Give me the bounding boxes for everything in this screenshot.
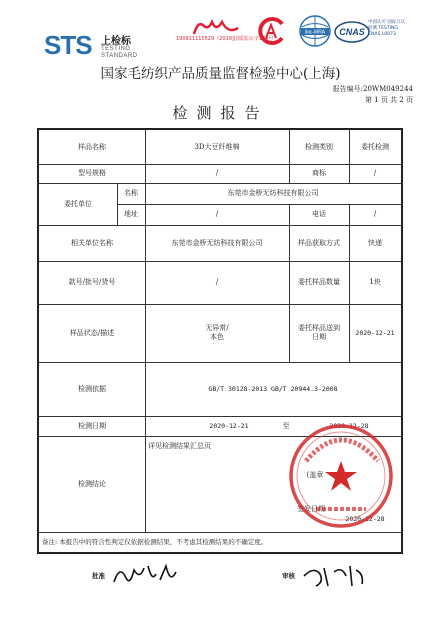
sample-method-label: 样品获取方式 — [298, 238, 340, 247]
seal-note: (盖章 — [306, 470, 324, 479]
received-label-line-1: 委托样品送到 — [298, 324, 340, 332]
quantity-label: 委托样品数量 — [298, 278, 340, 286]
batch-value: / — [215, 278, 219, 286]
cal-logo-icon — [256, 16, 286, 46]
ilac-mra-logo-icon — [298, 14, 332, 48]
reviewer-signature-icon — [300, 560, 370, 590]
sample-name-label: 样品名称 — [78, 142, 106, 151]
sts-logo-cn: 上检标 — [101, 36, 131, 47]
test-date-start: 2020-12-21 — [209, 421, 249, 430]
state-line-1: 无异常/ — [205, 324, 229, 332]
svg-text:CNAS: CNAS — [339, 27, 365, 37]
page-number: 第 1 页 共 2 页 — [364, 96, 413, 104]
cnas-logo-icon — [334, 20, 370, 44]
address-value: / — [215, 210, 219, 218]
sts-logo — [44, 30, 154, 64]
test-date-end: 2020-12-28 — [329, 421, 369, 430]
organization-name: 国家毛纺织产品质量监督检验中心(上海) — [100, 66, 341, 82]
cma-logo-icon — [192, 18, 240, 36]
svg-text:ilac-MRA: ilac-MRA — [304, 29, 326, 36]
sts-logo-en-line1: TESTING — [101, 46, 131, 52]
model-label: 型号规格 — [78, 169, 106, 177]
phone-value: / — [373, 210, 377, 218]
test-category-label: 检测类别 — [305, 142, 333, 151]
remark-text: 备注: 本报告中的符合性判定仅依据检测结果，不考虑其检测结果的不确定度。 — [42, 537, 268, 546]
address-label: 地址 — [124, 210, 138, 218]
state-line-2: 本色 — [210, 333, 224, 341]
batch-label: 款号/批号/货号 — [68, 278, 116, 286]
sample-name: 3D大豆纤维棉 — [194, 142, 240, 151]
cma-number: 190911110529（2019]国质监认字144号 — [176, 36, 274, 42]
cnas-description: 中国认可 国际互认 检测 TESTING CNAS L0073 — [368, 20, 406, 37]
related-unit-label: 相关单位名称 — [71, 238, 113, 247]
report-number: 报告编号:20WM049244 — [332, 85, 413, 93]
conclusion-label: 检测结论 — [78, 479, 106, 488]
quantity-value: 1块 — [369, 278, 381, 286]
inspection-seal-icon — [286, 421, 396, 531]
test-date-label: 检测日期 — [78, 421, 106, 430]
model-value: / — [215, 169, 219, 177]
trademark-value: / — [373, 169, 377, 177]
related-unit: 东莞市金桥无纺科技有限公司 — [171, 238, 263, 247]
sample-method: 快递 — [368, 238, 382, 247]
test-date-to: 至 — [282, 421, 290, 430]
basis-value: GB/T 30128-2013 GB/T 20944.3-2008 — [208, 384, 338, 393]
sts-logo-en-line2: STANDARD — [101, 53, 138, 59]
conclusion-text: 详见检测结果汇总页 — [148, 441, 211, 450]
phone-label: 电话 — [312, 210, 326, 218]
report-title: 检测报告 — [172, 104, 269, 122]
client-label: 委托单位 — [64, 199, 92, 208]
received-label — [289, 304, 349, 362]
issue-date-label: 签发日期 — [297, 504, 325, 513]
approver-signature-icon — [110, 560, 180, 590]
received-date: 2020-12-21 — [355, 328, 395, 337]
state-value — [145, 304, 289, 362]
state-label: 样品状态/描述 — [69, 328, 115, 337]
issue-date: 2020-12-28 — [345, 514, 385, 523]
approve-label: 批准 — [92, 572, 105, 580]
client-name: 东莞市金桥无纺科技有限公司 — [227, 189, 319, 197]
basis-label: 检测依据 — [78, 384, 106, 393]
sts-logo-letters: STS — [44, 30, 92, 60]
received-label-line-2: 日期 — [312, 333, 326, 341]
client-name-label: 名称 — [124, 189, 138, 197]
review-label: 审核 — [282, 572, 295, 580]
trademark-label: 商标 — [312, 169, 326, 177]
test-category: 委托检测 — [361, 142, 389, 151]
